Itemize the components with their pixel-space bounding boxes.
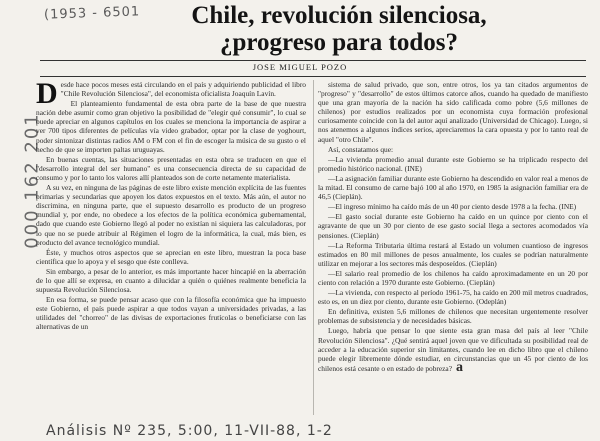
paragraph-text: Así, constatamos que:: [328, 144, 394, 154]
paragraph-text: —El ingreso mínimo ha caído más de un 40 por ciento desde 1978 a la fecha. (INE): [328, 202, 577, 212]
paragraph-text: Sin embargo, a pesar de lo anterior, es más importante hacer hincapié en la aberración de lo que allí se expresa, en cuanto a dilucidar a quién o quiénes realmente beneficia la supuesta Revolución Silenciosa.: [36, 266, 306, 295]
title-line-2: ¿progreso para todos?: [220, 29, 458, 56]
end-mark: a: [456, 359, 463, 375]
paragraph-text: —La Reforma Tributaria última restará al Estado un volumen cuantioso de ingresos estimados en 80 mil millones de pesos anualmente, los cuales se podrían naturalmente utilizar en mejorar a los sectores más desposeídos. (Cieplán): [318, 240, 588, 268]
paragraph: [318, 307, 588, 325]
paragraph: [318, 174, 588, 201]
paragraph-text: —El salario real promedio de los chilenos ha caído aproximadamente en un 20 por ciento con relación a 1970 durante este Gobierno. (Cieplán): [318, 268, 588, 287]
paragraph: [36, 155, 306, 182]
handwritten-source-note: Análisis Nº 235, 5:00, 11-VII-88, 1-2: [46, 423, 333, 439]
handwritten-reference-top: (1953 - 6501: [43, 4, 141, 23]
paragraph-text: esde hace pocos meses está circulando en el país y adquiriendo publicidad el libro "Chile Revolución Silenciosa", del economista oficialista Joaquín Lavín.: [60, 80, 306, 99]
paragraph: [318, 80, 588, 144]
paragraph-text: En buenas cuentas, las situaciones presentadas en esta obra se traducen en que el "desarrollo integral del ser humano" es una consecuencia directa de su capacidad de consumo y por lo tanto los valores allí planteados son de corte netamente materialista.: [36, 154, 306, 182]
paragraph-text: —La asignación familiar durante este Gobierno ha descendido en valor real a menos de la mitad. El consumo de carne bajó 100 al año 1970, en 1985 la asignación familiar era de 46,5 (Cieplán).: [318, 173, 588, 202]
paragraph: [36, 295, 306, 331]
paragraph: [318, 269, 588, 287]
paragraph-text: Éste, y muchos otros aspectos que se aprecian en este libro, muestran la poca base científica que lo apoya y el sesgo que éste conlleva.: [36, 247, 306, 266]
paragraph-text: sistema de salud privado, que son, entre otros, los ya tan citados argumentos de "progreso" y "desarrollo" de estos últimos catorce años, cuando ha quedado de manifiesto que una gran mayoría de la nación ha sido calificada como pobre (5,6 millones de chilenos) por estudios realizados por un economista cuya formación profesional curiosamente coincide con la del autor aquí analizado (Universidad de Chicago). Luego, si nos atenemos a algunos índices serios, apreciaremos la cara opuesta y por lo tanto real de aquel "otro Chile".: [318, 80, 588, 144]
handwritten-reference-side: 000 162 201: [21, 112, 43, 249]
paragraph: [36, 183, 306, 247]
paragraph-text: Luego, habría que pensar lo que siente esta gran masa del país al leer "Chile Revolución Silenciosa". ¿Qué sentirá aquel joven que ve dificultada su posibilidad real de acceder a la educación superior sin limitantes, cuando lee en dicho libro que el chileno puede elegir libremente dónde estudiar, en circunstancias que un 45 por ciento de los chilenos está cesante o en estado de pobreza?: [318, 326, 588, 373]
column-left: [36, 80, 306, 417]
article-title: [108, 2, 570, 56]
paragraph-text: A su vez, en ninguna de las páginas de este libro existe mención explícita de las fuentes primarias y secundarias que apoyen los datos expuestos en el texto. Más aún, el autor no discrimina, en ninguna parte, que el supuesto desarrollo es producto de un progreso mundial y, por ende, no obedece a los efectos de la política económica gubernamental, dado que cuando este Gobierno llegó al poder no existían ni siquiera las calculadoras, por lo que no se puede atribuir al Régimen el logro de la informática, la cual, más bien, es producto del avance tecnológico mundial.: [36, 183, 306, 247]
byline-rule-bottom: [40, 76, 586, 77]
paragraph-text: —La vivienda promedio anual durante este Gobierno se ha triplicado respecto del promedio histórico nacional. (INE): [318, 154, 588, 173]
title-line-1: Chile, revolución silenciosa,: [191, 2, 487, 29]
paragraph: [318, 288, 588, 306]
paragraph-text: En esa forma, se puede pensar acaso que con la filosofía económica que ha impuesto este Gobierno, el país puede aspirar a que todos vayan a universidades privadas, a las utilidades del "chorreo" de las divisas de exportaciones frutícolas o beneficiarse con las alternativas de un: [36, 295, 306, 332]
byline-rule-top: [40, 60, 586, 61]
paragraph-text: En definitiva, existen 5,6 millones de chilenos que necesitan urgentemente resolver problemas de subsistencia y de necesidades básicas.: [318, 307, 588, 326]
paragraph-text: —La vivienda, con respecto al período 1961-75, ha caído en 200 mil metros cuadrados, esto es, en un diez por ciento, durante este Gobierno. (Odeplán): [318, 288, 588, 307]
paragraph: [318, 212, 588, 239]
paragraph: [36, 267, 306, 294]
paragraph: [36, 80, 306, 110]
paragraph-text: —El gasto social durante este Gobierno ha caído en un quince por ciento con el agravante de que un 30 por ciento de ese gasto social llega a sectores acomodados vía pensiones. (Cieplán): [318, 212, 588, 240]
paragraph: [318, 326, 588, 375]
paragraph: [318, 202, 588, 211]
paragraph: [36, 248, 306, 266]
paragraph: [318, 155, 588, 173]
paragraph-text: El planteamiento fundamental de esta obra parte de la base de que nuestra nación debe asumir como gran objetivo la posibilidad de "elegir qué consumir", lo cual se puede apreciar en algunos capítulos en los cuales se menciona la importancia de aspirar a ver 700 tipos diferentes de películas vía video grabador, optar por la clase de yoghourt, poder sintonizar distintas radios AM o FM con el fin de escoger la música de su gusto o el hecho de que se importen paltas uruguayas.: [36, 99, 306, 154]
paragraph: [36, 99, 306, 154]
column-right: [318, 80, 588, 417]
article-body: [36, 80, 588, 417]
drop-cap: D: [36, 80, 58, 110]
paragraph: [318, 145, 588, 154]
paragraph: [318, 241, 588, 268]
author-byline: JOSE MIGUEL POZO: [252, 62, 348, 72]
